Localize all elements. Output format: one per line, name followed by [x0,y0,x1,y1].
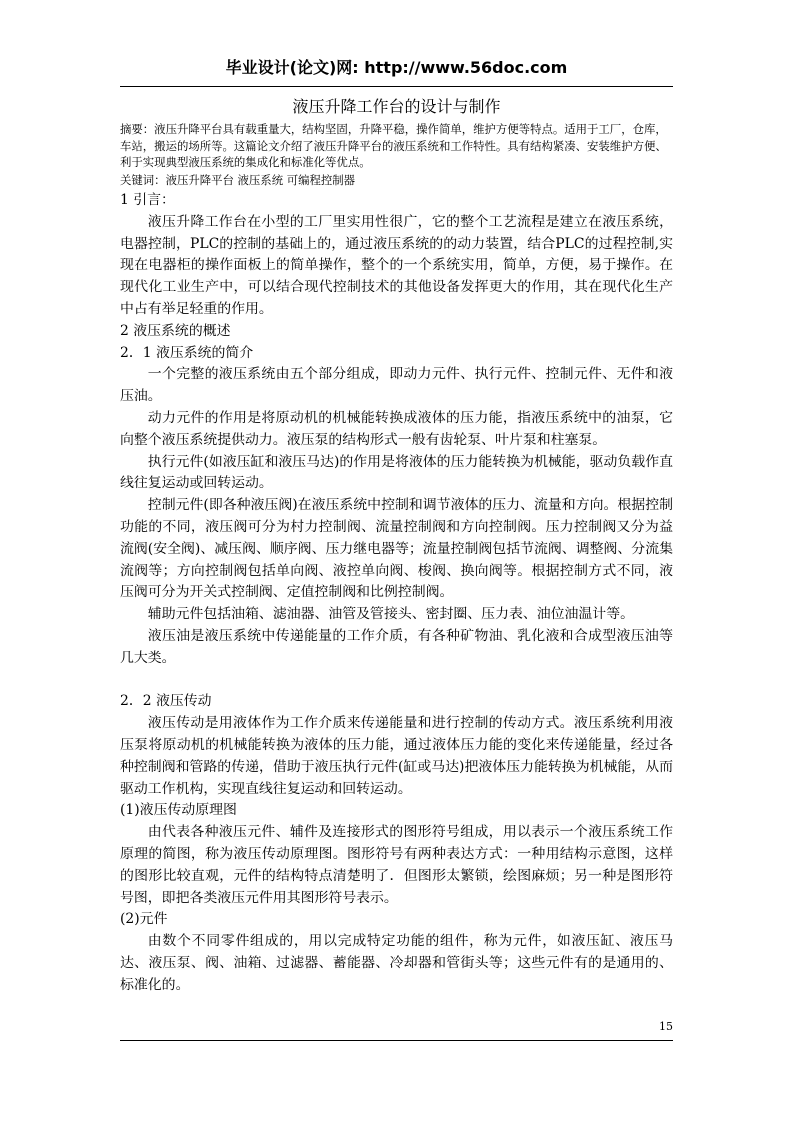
keywords: 关键词：液压升降平台 液压系统 可编程控制器 [120,173,356,187]
footer-divider [120,1040,673,1041]
body-text [120,190,673,996]
paragraph: 由代表各种液压元件、辅件及连接形式的图形符号组成，用以表示一个液压系统工作原理的简图，称为液压传动原理图。图形符号有两种表达方式：一种用结构示意图，这样的图形比较直观，元件的结构特点清楚明了．但图形太繁锁，绘图麻烦；另一种是图形符号图，即把各类液压元件用其图形符号表示。 [120,824,673,906]
section-heading-hydraulic-overview: 2 液压系统的概述 [120,322,231,339]
paragraph: 液压升降工作台在小型的工厂里实用性很广，它的整个工艺流程是建立在液压系统，电器控制，PLC的控制的基础上的，通过液压系统的的动力装置，结合PLC的过程控制,实现在电器柜的操作面板上的简单操作，整个的一个系统实用，简单，方便，易于操作。在现代化工业生产中，可以结合现代控制技术的其他设备发挥更大的作用，其在现代化生产中占有举足轻重的作用。 [120,213,673,317]
paragraph: 液压油是液压系统中传递能量的工作介质，有各种矿物油、乳化液和合成型液压油等几大类。 [120,627,673,666]
paragraph: 执行元件(如液压缸和液压马达)的作用是将液体的压力能转换为机械能，驱动负载作直线往复运动或回转运动。 [120,453,673,492]
site-header: 毕业设计(论文)网: http://www.56doc.com [225,58,568,77]
document-title: 液压升降工作台的设计与制作 [292,97,501,116]
item-heading-schematic: (1)液压传动原理图 [120,802,237,819]
paragraph: 液压传动是用液体作为工作介质来传递能量和进行控制的传动方式。液压系统利用液压泵将原动机的机械能转换为液体的压力能，通过液体压力能的变化来传递能量，经过各种控制阀和管路的传递，借助于液压执行元件(缸或马达)把液体压力能转换为机械能，从而驱动工作机构，实现直线往复运动和回转运动。 [120,715,673,797]
page-number: 15 [659,1020,673,1033]
item-heading-components: (2)元件 [120,911,168,928]
abstract: 摘要：液压升降平台具有载重量大，结构坚固，升降平稳，操作简单，维护方便等特点。适用于工厂，仓库，车站，搬运的场所等。这篇论文介绍了液压升降平台的液压系统和工作特性。具有结构紧凑、安装维护方便、利于实现典型液压系统的集成化和标准化等优点。 [120,122,667,169]
paragraph: 一个完整的液压系统由五个部分组成，即动力元件、执行元件、控制元件、无件和液压油。 [120,366,673,405]
paragraph: 控制元件(即各种液压阀)在液压系统中控制和调节液体的压力、流量和方向。根据控制功能的不同，液压阀可分为村力控制阀、流量控制阀和方向控制阀。压力控制阀又分为益流阀(安全阀)、减压阀、顺序阀、压力继电器等；流量控制阀包括节流阀、调整阀、分流集流阀等；方向控制阀包括单向阀、液控单向阀、梭阀、换向阀等。根据控制方式不同，液压阀可分为开关式控制阀、定值控制阀和比例控制阀。 [120,497,673,601]
paragraph: 辅助元件包括油箱、滤油器、油管及管接头、密封圈、压力表、油位油温计等。 [147,606,634,623]
subsection-heading-introduction: 2．1 液压系统的简介 [120,344,254,361]
blank-line [120,670,673,692]
section-heading-introduction: 1 引言： [120,192,175,208]
header-divider [120,86,673,87]
paragraph: 由数个不同零件组成的，用以完成特定功能的组件，称为元件，如液压缸、液压马达、液压泵、阀、油箱、过滤器、蓄能器、冷却器和管街头等；这些元件有的是通用的、标准化的。 [120,933,673,993]
paragraph: 动力元件的作用是将原动机的机械能转换成液体的压力能，指液压系统中的油泵，它向整个液压系统提供动力。液压泵的结构形式一般有齿轮泵、叶片泵和柱塞泵。 [120,409,673,448]
subsection-heading-hydraulic-transmission: 2．2 液压传动 [120,693,212,710]
